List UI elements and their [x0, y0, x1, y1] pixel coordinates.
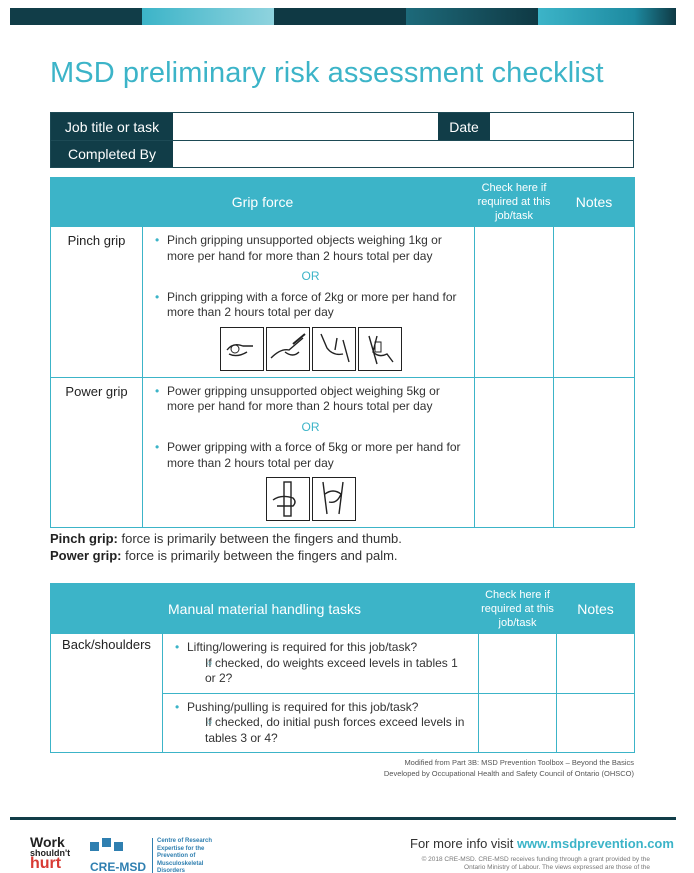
- list-item: • Pinch gripping with a force of 2kg or more per hand for more than 2 hours total per day: [155, 290, 466, 321]
- list-item: • Power gripping unsupported object weighing 5kg or more per hand for more than 2 hours total per day: [155, 384, 466, 415]
- sub-list-item: [175, 656, 470, 687]
- manual-handling-header: Manual material handling tasks: [51, 584, 479, 634]
- lifting-notes-cell[interactable]: [557, 634, 635, 694]
- sub-list-item-text: If checked, do weights exceed levels in tables 1 or 2?: [205, 655, 458, 685]
- top-bar-segment: [142, 8, 274, 25]
- pinch-grip-images: [155, 327, 466, 371]
- date-field[interactable]: [490, 113, 633, 140]
- completed-by-field[interactable]: [173, 141, 633, 167]
- pushing-check-cell[interactable]: [479, 693, 557, 753]
- grip-force-header: Grip force: [51, 178, 475, 227]
- cre-msd-description: Centre of Research Expertise for the Prevention of Musculoskeletal Disorders: [152, 838, 232, 873]
- grip-force-table: [50, 177, 635, 528]
- grip-definitions: [50, 531, 402, 564]
- page-title: MSD preliminary risk assessment checklist: [50, 57, 604, 89]
- lifting-check-cell[interactable]: [479, 634, 557, 694]
- top-bar-segment: [406, 8, 538, 25]
- pinch-grip-description: [143, 227, 475, 378]
- sub-list-item-text: If checked, do initial push forces exceed levels in tables 3 or 4?: [205, 715, 465, 745]
- power-grip-definition: force is primarily between the fingers and palm.: [125, 547, 398, 563]
- list-item: • Lifting/lowering is required for this job/task?: [175, 640, 470, 656]
- power-grip-image-2: [312, 477, 356, 521]
- table-row: [51, 227, 635, 378]
- logo-hurt-text: hurt: [30, 855, 62, 872]
- logo-work-text: Work: [30, 834, 65, 850]
- credit-line-2: Developed by Occupational Health and Safety Council of Ontario (OHSCO): [383, 769, 634, 778]
- power-grip-check-cell[interactable]: [475, 377, 554, 528]
- or-separator: OR: [301, 269, 320, 283]
- list-item: • Power gripping with a force of 5kg or more per hand for more than 2 hours total per day: [155, 440, 466, 471]
- pinch-grip-definition: force is primarily between the fingers and thumb.: [121, 531, 402, 546]
- check-column-header: Check here if required at this job/task: [479, 584, 557, 634]
- pinch-grip-notes-cell[interactable]: [554, 227, 635, 378]
- list-item: • Pushing/pulling is required for this job/task?: [175, 700, 470, 716]
- cre-msd-name: CRE-MSD: [90, 860, 146, 873]
- category-power-grip: Power grip: [51, 377, 143, 528]
- pinch-grip-image-4: [358, 327, 402, 371]
- more-info-text: For more info visit: [410, 836, 514, 851]
- job-title-field[interactable]: [173, 113, 438, 140]
- work-shouldnt-hurt-logo: [30, 836, 70, 870]
- sub-list-item: [175, 715, 470, 746]
- copyright-text: © 2018 CRE-MSD. CRE-MSD receives funding through a grant provided by the Ontario Ministry of Labour. The views expressed are those of the: [421, 856, 650, 871]
- top-color-bar: [10, 8, 676, 25]
- pinch-grip-check-cell[interactable]: [475, 227, 554, 378]
- list-item: • Pinch gripping unsupported objects weighing 1kg or more per hand for more than 2 hours total per day: [155, 233, 466, 264]
- credit-line-1: Modified from Part 3B: MSD Prevention Toolbox – Beyond the Basics: [404, 758, 634, 767]
- cre-msd-logo-icon: [90, 836, 124, 858]
- completed-by-label: Completed By: [51, 141, 173, 167]
- pinch-grip-term: Pinch grip:: [50, 531, 118, 546]
- power-grip-image-1: [266, 477, 310, 521]
- pinch-grip-image-1: [220, 327, 264, 371]
- job-info-table: [50, 112, 634, 168]
- table-row: [51, 634, 635, 694]
- logo-shouldnt-text: shouldn't: [30, 848, 71, 858]
- or-separator: OR: [301, 419, 320, 434]
- info-row-job: [51, 113, 633, 140]
- notes-column-header: Notes: [557, 584, 635, 634]
- table-row: [51, 377, 635, 528]
- power-grip-images: [155, 477, 466, 521]
- date-label: Date: [438, 113, 490, 140]
- category-back-shoulders: Back/shoulders: [51, 634, 163, 753]
- info-row-completed: [51, 140, 633, 167]
- footer-divider: [10, 817, 676, 820]
- lifting-description: [163, 634, 479, 694]
- pinch-grip-image-3: [312, 327, 356, 371]
- website-link[interactable]: www.msdprevention.com: [516, 836, 674, 851]
- pinch-grip-image-2: [266, 327, 310, 371]
- power-grip-notes-cell[interactable]: [554, 377, 635, 528]
- check-column-header: Check here if required at this job/task: [475, 178, 554, 227]
- source-credit: [384, 757, 634, 779]
- pushing-description: [163, 693, 479, 753]
- more-info: [410, 836, 674, 851]
- top-bar-segment: [10, 8, 142, 25]
- manual-handling-table: [50, 583, 635, 753]
- power-grip-description: [143, 377, 475, 528]
- category-pinch-grip: Pinch grip: [51, 227, 143, 378]
- top-bar-segment: [538, 8, 676, 25]
- cre-msd-logo: [90, 836, 146, 873]
- job-title-label: Job title or task: [51, 113, 173, 140]
- notes-column-header: Notes: [554, 178, 635, 227]
- top-bar-segment: [274, 8, 406, 25]
- pushing-notes-cell[interactable]: [557, 693, 635, 753]
- power-grip-term: Power grip:: [50, 547, 122, 563]
